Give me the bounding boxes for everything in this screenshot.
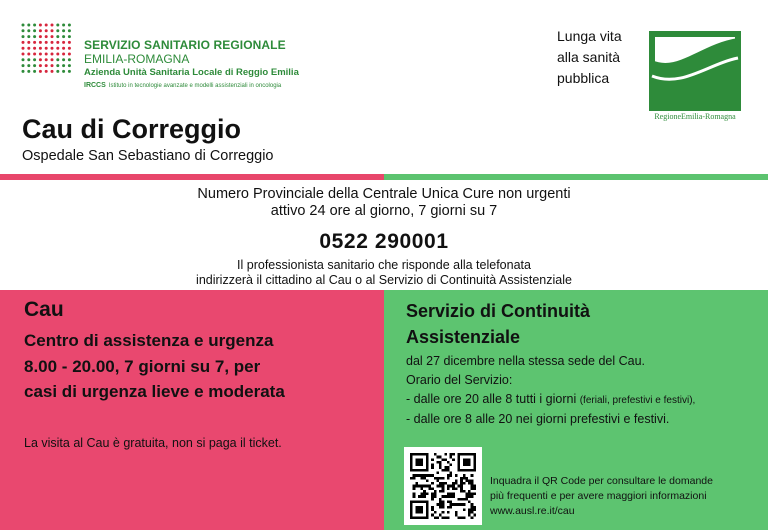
qr-link[interactable]: www.ausl.re.it/cau	[490, 505, 575, 517]
phone-number[interactable]: 0522 290001	[319, 230, 449, 253]
qr-code-icon	[410, 453, 476, 519]
central-line-3: Il professionista sanitario che risponde alla telefonata	[237, 258, 531, 272]
qr-code[interactable]	[404, 447, 482, 525]
cau-description	[24, 328, 285, 405]
org-line-3: Azienda Unità Sanitaria Locale di Reggio Emilia	[84, 67, 299, 78]
central-line-2: attivo 24 ore al giorno, 7 giorni su 7	[270, 203, 498, 219]
cau-heading: Cau	[24, 298, 64, 321]
organization-block	[84, 38, 299, 92]
central-line-4: indirizzerà il cittadino al Cau o al Servizio di Continuità Assistenziale	[196, 273, 572, 287]
cau-line: Centro di assistenza e urgenza	[24, 331, 274, 350]
cau-line: 8.00 - 20.00, 7 giorni su 7, per	[24, 356, 261, 376]
cau-note: La visita al Cau è gratuita, non si paga il ticket.	[24, 436, 282, 450]
org-line-4	[84, 80, 299, 92]
org-line-2: EMILIA-ROMAGNA	[84, 52, 190, 66]
sca-start-date: dal 27 dicembre nella stessa sede del Cau.	[406, 354, 646, 368]
qr-text-line: Inquadra il QR Code per consultare le domande	[490, 475, 713, 487]
sca-hours-day: - dalle ore 8 alle 20 nei giorni prefestivi e festivi.	[406, 412, 670, 426]
sca-heading	[406, 298, 590, 350]
central-line-1: Numero Provinciale della Centrale Unica Cure non urgenti	[197, 186, 571, 202]
divider-green	[384, 174, 768, 180]
cau-line: casi di urgenza lieve e moderata	[24, 382, 285, 401]
regione-emilia-romagna-logo	[648, 30, 742, 118]
cau-panel	[0, 290, 384, 530]
divider-red	[0, 174, 384, 180]
org-line-1: SERVIZIO SANITARIO REGIONALE	[84, 38, 286, 52]
slogan-line: Lunga vita	[557, 28, 622, 44]
slogan-line: pubblica	[557, 70, 610, 86]
qr-text-line: più frequenti e per avere maggiori informazioni	[490, 490, 707, 502]
sca-hours-night-main: - dalle ore 20 alle 8 tutti i giorni	[406, 392, 577, 406]
region-name: RegioneEmilia-Romagna	[654, 112, 736, 121]
slogan	[557, 26, 622, 89]
page-title: Cau di Correggio	[22, 114, 242, 144]
page-subtitle: Ospedale San Sebastiano di Correggio	[22, 148, 274, 164]
irccs-description: Istituto in tecnologie avanzate e modelli assistenziali in oncologia	[108, 83, 282, 89]
slogan-line: alla sanità	[557, 49, 621, 65]
sca-hours-label: Orario del Servizio:	[406, 373, 513, 387]
irccs-label: IRCCS	[84, 82, 106, 89]
sca-heading-line: Servizio di Continuità	[406, 301, 591, 321]
sca-heading-line: Assistenziale	[406, 327, 521, 347]
ssr-logo-icon	[20, 22, 72, 74]
sca-hours-night-note: (feriali, prefestivi e festivi),	[579, 395, 696, 406]
qr-text	[490, 474, 713, 519]
sca-hours-night	[406, 390, 695, 410]
